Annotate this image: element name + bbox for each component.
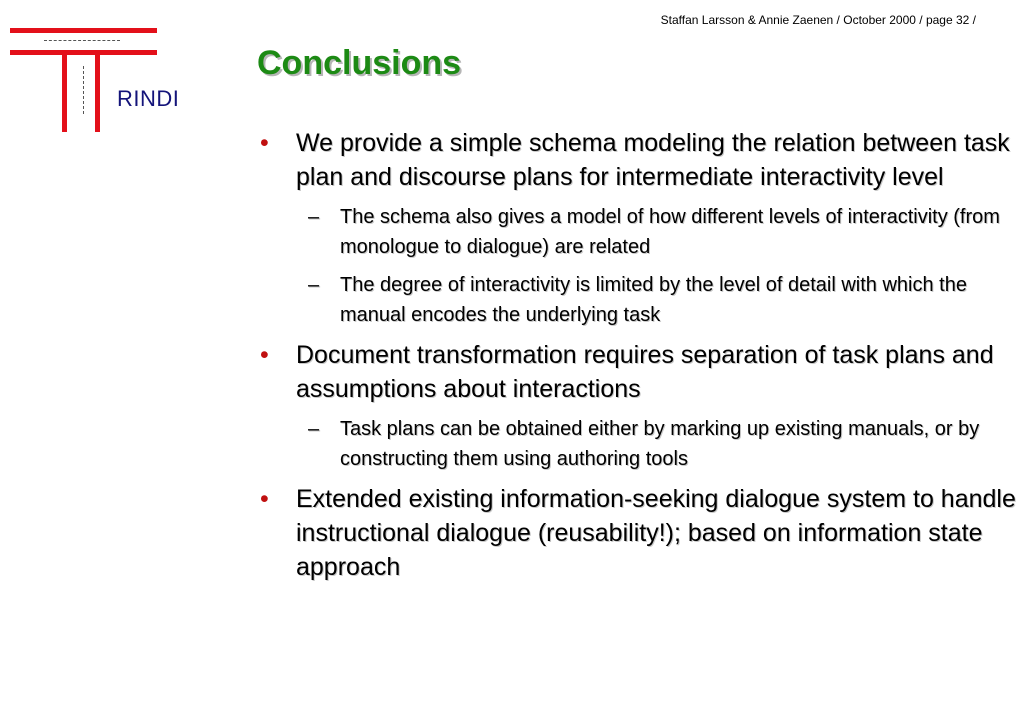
sub-bullet-marker: – [308, 206, 320, 228]
sub-bullet-text: Task plans can be obtained either by marking up existing manuals, or by constructing them using authoring tools [340, 418, 980, 470]
bullet-marker: • [260, 485, 269, 513]
page-credit: Staffan Larsson & Annie Zaenen / October 2000 / page 32 / [660, 13, 976, 27]
bullet-text: We provide a simple schema modeling the relation between task plan and discourse plans for intermediate interactivity level [296, 129, 1010, 191]
sub-bullet-text: The degree of interactivity is limited by the level of detail with which the manual encodes the underlying task [340, 274, 967, 326]
sub-bullet-text: The schema also gives a model of how different levels of interactivity (from monologue to dialogue) are related [340, 206, 1000, 258]
sub-bullet-item [256, 270, 1016, 330]
logo-top-bar [10, 28, 157, 33]
bullet-marker: • [260, 341, 269, 369]
sub-bullet-marker: – [308, 418, 320, 440]
logo-left-stem [62, 50, 67, 132]
logo-dashed-stem [83, 66, 84, 114]
logo-right-stem [95, 50, 100, 132]
logo-text: RINDI [117, 86, 180, 111]
logo-dashed-line [44, 40, 120, 41]
bullet-marker: • [260, 129, 269, 157]
sub-bullet-item [256, 202, 1016, 262]
bullet-list [256, 126, 1016, 592]
sub-bullet-item [256, 414, 1016, 474]
sub-bullet-marker: – [308, 274, 320, 296]
slide-title: Conclusions [257, 44, 462, 82]
bullet-item [256, 482, 1016, 584]
bullet-item [256, 126, 1016, 194]
logo-cross-bar [10, 50, 157, 55]
bullet-text: Extended existing information-seeking dialogue system to handle instructional dialogue (reusability!); based on information state approach [296, 485, 1016, 581]
trindi-logo [10, 28, 220, 138]
bullet-item [256, 338, 1016, 406]
bullet-text: Document transformation requires separation of task plans and assumptions about interactions [296, 341, 994, 403]
